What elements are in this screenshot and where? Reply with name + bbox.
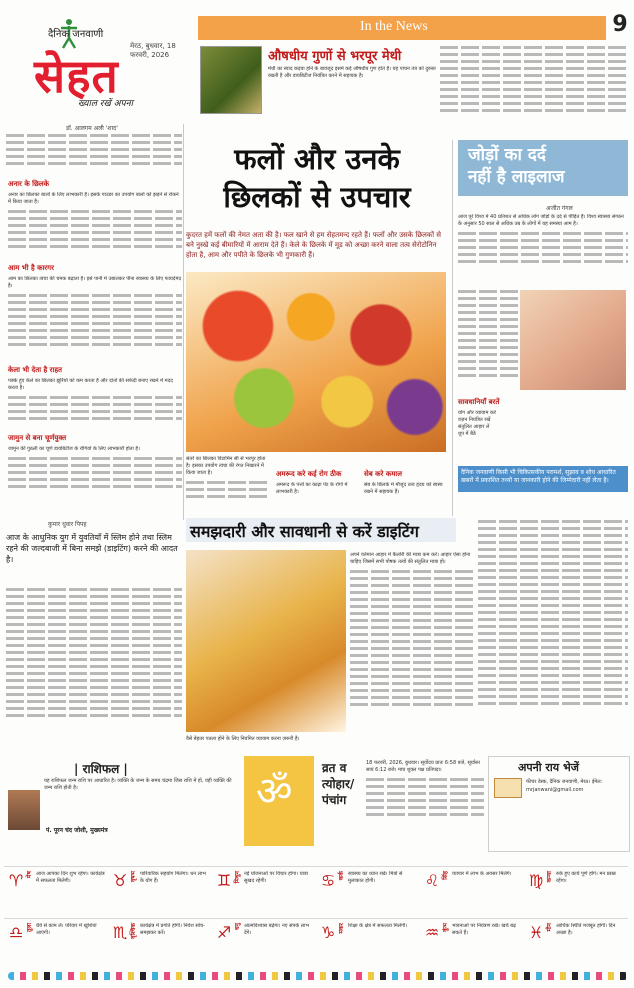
zodiac-name: मकर — [338, 923, 345, 934]
zodiac-text: स्वास्थ्य का ध्यान रखें। मित्रों से मुलाकात होगी। — [348, 871, 403, 884]
joint-byline: अजीत गंगल — [546, 205, 573, 212]
dieting-caption: वैसे बेहतर पतला होने के लिए नियमित व्यायाम करना ज़रूरी है। — [186, 736, 300, 742]
left-subhead-3: केला भी देता है राहत — [8, 366, 63, 374]
envelope-icon — [494, 778, 522, 798]
zodiac-name: कुंभ — [442, 923, 449, 932]
health-body — [6, 588, 182, 738]
zodiac-sign-icon: ♓ — [528, 923, 544, 942]
zodiac-sign-icon: ♏ — [112, 923, 128, 942]
left-subhead-1: अनार के छिलके — [8, 180, 50, 188]
logo — [28, 18, 190, 112]
zodiac-name: तुला — [26, 923, 33, 933]
zodiac-text: आत्मविश्वास बढ़ेगा। नए संपर्क लाभ देंगे। — [244, 923, 309, 936]
zodiac-text: पारिवारिक सहयोग मिलेगा। धन लाभ के योग हैं। — [140, 871, 206, 884]
logo-title: सेहत — [34, 49, 119, 103]
zodiac-name: मेष — [26, 871, 33, 879]
left-text-3: पक्के हुए केले का छिलका झुर्रियों को कम करता है और दांतों की सफेदी बनाए रखने में मदद करता है। — [8, 378, 182, 434]
zodiac-name: कन्या — [546, 871, 553, 883]
zodiac-sign-icon: ♈ — [8, 871, 24, 890]
column-divider — [183, 124, 184, 520]
vrat-title: व्रत व त्योहार/ पंचांग — [322, 761, 355, 807]
main-text-a: संतरे का छिलका विटामिन सी से भरपूर होता है। इसका उपयोग त्वचा की रंगत निखारने में किया जाता है। — [186, 456, 270, 516]
zodiac-cell — [524, 918, 628, 970]
dieting-text-1: अपने वर्तमान आहार में कैलोरी की मात्रा कम करें। आहार ऐसा होना चाहिए जिसमें सभी पोषक तत्वों की संतुलित मात्रा हो। — [350, 552, 474, 738]
knee-pain-photo — [520, 290, 626, 390]
fruits-photo — [186, 272, 446, 452]
zodiac-sign-icon: ♋ — [320, 871, 336, 890]
om-icon: ॐ — [256, 769, 293, 815]
dieting-headline: समझदारी और सावधानी से करें डाइटिंग — [190, 522, 419, 541]
main-subhead-2: सेब करे कमाल — [364, 470, 402, 478]
zodiac-sign-icon: ♒ — [424, 923, 440, 942]
dieting-photo — [186, 550, 346, 732]
rashifal-title: | राशिफल | — [74, 762, 128, 776]
left-text-1: अनार का छिलका बालों के लिए लाभकारी है। इसके पाउडर का उपयोग बालों को झड़ने से रोकने में किया जाता है। — [8, 192, 182, 258]
zodiac-name: सिंह — [442, 871, 449, 880]
opinion-text: फीचर डेस्क, दैनिक जनवाणी, मेरठ। ईमेल: mrjanwani@gmail.com — [526, 779, 603, 793]
zodiac-text: व्यापार में लाभ के अवसर मिलेंगे। — [452, 871, 512, 877]
opinion-heading: अपनी राय भेजें — [518, 761, 579, 774]
zodiac-cell — [108, 866, 212, 918]
left-subhead-4: जामुन से बना चूर्णयुक्त — [8, 434, 67, 442]
zodiac-cell — [524, 866, 628, 918]
joint-tips-heading: सावधानियाँ बरतें — [458, 398, 500, 406]
logo-publisher: दैनिक जनवाणी — [48, 29, 104, 40]
main-intro: कुदरत हमें फलों की नेमत अता की है। फल खाने से हम सेहतमन्द रहते हैं। फलों और उसके छिलकों से बने नुस्खे कई बीमारियों में आराम देते हैं। केले के छिलके में मूड को अच्छा करने वाला तत्व सेरोटोनिन होता है, आम और पपीते के छिलके भी गुणकारी हैं। — [186, 231, 441, 259]
zodiac-cell — [420, 866, 524, 918]
zodiac-text: शिक्षा के क्षेत्र में सफलता मिलेगी। — [348, 923, 408, 929]
zodiac-sign-icon: ♌ — [424, 871, 440, 890]
main-subhead-1: अमरूद करे कई रोग ठीक — [276, 470, 342, 478]
vrat-text: 18 फरवरी, 2026, बुधवार। सूर्योदय प्रातः 6:58 बजे, सूर्यास्त सायं 6:12 बजे। माघ शुक्ल पक्ष प्रतिपदा। — [366, 760, 484, 820]
zodiac-sign-icon: ♊ — [216, 871, 232, 890]
news-body-right — [440, 46, 628, 116]
joint-tips: योग और व्यायाम करें वज़न नियंत्रित रखें संतुलित आहार लें धूप में बैठें — [458, 410, 496, 437]
news-headline: औषधीय गुणों से भरपूर मेथी — [268, 49, 402, 64]
logo-date: मेरठ, बुधवार, 18 फरवरी, 2026 — [130, 42, 176, 59]
zodiac-text: आज आपका दिन शुभ रहेगा। कार्यक्षेत्र में सफलता मिलेगी। — [36, 871, 105, 884]
zodiac-name: वृषभ — [130, 871, 137, 883]
left-text-4: जामुन की गुठली का चूर्ण डायबिटीज के रोगियों के लिए लाभकारी होता है। — [8, 446, 182, 516]
zodiac-name: वृश्चिक — [130, 923, 137, 939]
joint-intro: आज पूरे विश्व में 40 प्रतिशत से अधिक लोग जोड़ों के दर्द से पीड़ित हैं। विश्व स्वास्थ्य संगठन के अनुसार 50 साल से अधिक उम्र के लोगों में यह समस्या आम है। — [458, 214, 628, 286]
section-title: In the News — [360, 19, 428, 34]
zodiac-text: धैर्य से काम लें। परिवार में खुशियां आएंगी। — [36, 923, 97, 936]
joint-headline: जोड़ों का दर्द नहीं है लाइलाज — [468, 145, 565, 187]
rashifal-author: पं. पूरन चंद जोशी, मुख्यमंत्र — [46, 827, 108, 834]
zodiac-cell — [212, 866, 316, 918]
bottom-color-strip — [8, 972, 628, 980]
zodiac-cell — [4, 918, 108, 970]
left-subhead-2: आम भी है कारगर — [8, 264, 54, 272]
zodiac-sign-icon: ♍ — [528, 871, 544, 890]
left-byline: डॉ. आलगम अली 'शाद' — [66, 125, 118, 132]
zodiac-sign-icon: ♐ — [216, 923, 232, 942]
rashifal-intro: यह राशिफल जन्म राशि पर आधारित है। व्यक्ति के जन्म के समय चंद्रमा जिस राशि में हो, वही व्यक्ति की जन्म राशि होती है। — [44, 778, 232, 791]
zodiac-sign-icon: ♉ — [112, 871, 128, 890]
column-divider-right — [452, 140, 453, 516]
zodiac-name: मीन — [546, 923, 553, 932]
health-byline: कुमार धुवार पिपह — [48, 521, 87, 528]
zodiac-text: रुके हुए कार्य पूर्ण होंगे। मन प्रसन्न रहेगा। — [556, 871, 616, 884]
left-intro — [6, 134, 182, 174]
zodiac-cell — [212, 918, 316, 970]
main-text-c: सेब के छिलके में मौजूद तत्व हृदय को स्वस्थ रखने में सहायक हैं। — [364, 482, 443, 495]
zodiac-sign-icon: ♑ — [320, 923, 336, 942]
zodiac-cell — [420, 918, 524, 970]
news-snippet: मेथी का स्वाद कड़वा होने के बावजूद इसमें कई औषधीय गुण होते हैं। यह पाचन तंत्र को दुरुस्त रखती है और डायबिटीज नियंत्रित करने में सहायक है। — [268, 66, 436, 79]
left-text-2: आम का छिलका त्वचा की चमक बढ़ाता है। इसे पानी में उबालकर पीना स्वास्थ्य के लिए फायदेमंद है। — [8, 276, 182, 362]
page-number: 9 — [612, 12, 628, 37]
zodiac-name: धनु — [234, 923, 241, 931]
main-text-b: अमरूद के पत्तों का काढ़ा पेट के रोगों में लाभकारी है। — [276, 482, 348, 495]
zodiac-name: मिथुन — [234, 871, 241, 884]
zodiac-name: कर्क — [338, 871, 345, 881]
zodiac-text: कार्यक्षेत्र में प्रगति होगी। निवेश सोच-समझकर करें। — [140, 923, 205, 936]
dieting-text-2 — [478, 520, 628, 738]
zodiac-cell — [4, 866, 108, 918]
disclaimer-box: दैनिक जनवाणी किसी भी चिकित्सकीय परामर्श, सुझाव व शोध आधारित खबरों में प्रकाशित तथ्यों या जानकारी होने की जिम्मेदारी नहीं लेता है। — [458, 466, 628, 492]
zodiac-text: भावनाओं पर नियंत्रण रखें। खर्च बढ़ सकते हैं। — [452, 923, 516, 936]
masthead — [0, 0, 634, 118]
zodiac-cell — [108, 918, 212, 970]
zodiac-cell — [316, 918, 420, 970]
zodiac-cell — [316, 866, 420, 918]
main-headline: फलों और उनके छिलकों से उपचार — [223, 142, 411, 214]
zodiac-text: आर्थिक स्थिति मजबूत होगी। दिन अच्छा है। — [556, 923, 616, 936]
joint-text-left — [458, 290, 518, 392]
astrologer-photo — [8, 790, 40, 830]
zodiac-sign-icon: ♎ — [8, 923, 24, 942]
logo-tagline: ख्याल रखें अपना — [78, 99, 133, 109]
zodiac-text: नई योजनाओं पर विचार होगा। यात्रा सुखद रहेगी। — [244, 871, 308, 884]
methi-photo — [200, 46, 262, 114]
health-intro: आज के आधुनिक युग में युवतियाँ में स्लिम होने तथा स्लिम रहने की जल्दबाजी में बिना समझे (डाइटिंग) करने की आदत है। — [6, 533, 178, 564]
